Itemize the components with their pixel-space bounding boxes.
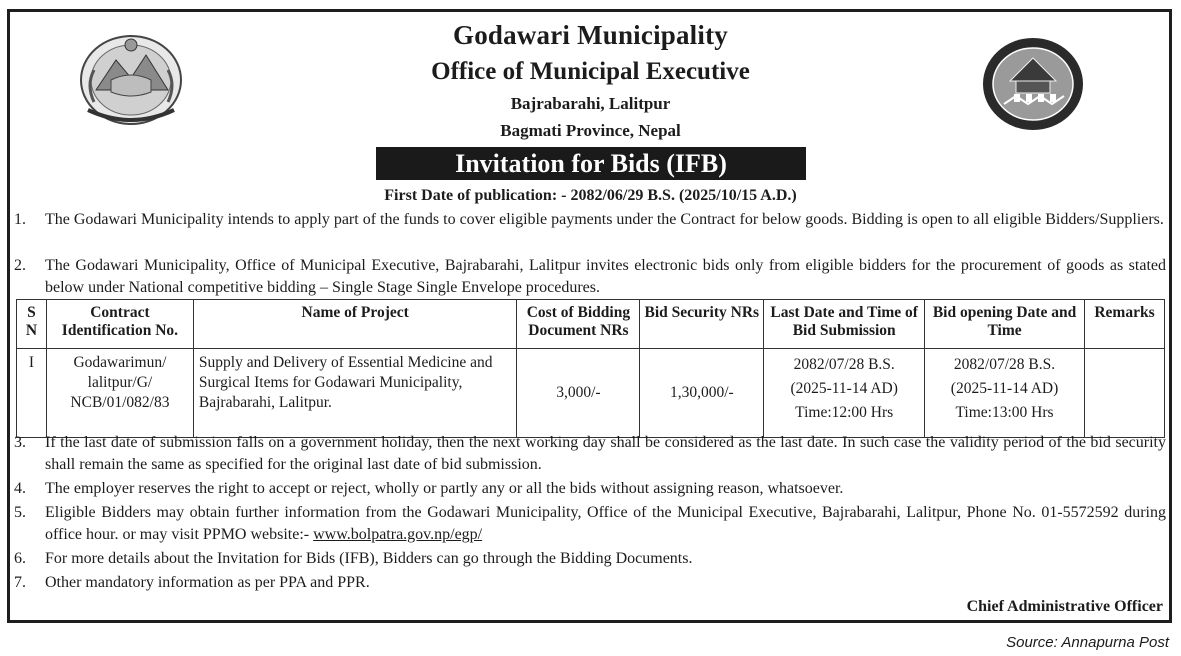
cell-doc-cost: 3,000/- bbox=[517, 349, 640, 438]
paragraph-number: 5. bbox=[14, 504, 26, 521]
col-last-date: Last Date and Time of Bid Submission bbox=[764, 300, 925, 349]
col-project: Name of Project bbox=[193, 300, 517, 349]
paragraph-1 bbox=[14, 209, 1166, 231]
paragraph-number: 1. bbox=[14, 211, 26, 228]
org-name: Godawari Municipality bbox=[453, 20, 728, 50]
address-line-2: Bagmati Province, Nepal bbox=[500, 121, 681, 140]
office-name: Office of Municipal Executive bbox=[431, 58, 750, 85]
last-date-ad: (2025-11-14 AD) bbox=[790, 380, 898, 397]
paragraph-number: 6. bbox=[14, 550, 26, 567]
cell-last-date bbox=[764, 349, 925, 438]
paragraph-text: Other mandatory information as per PPA and PPR. bbox=[45, 574, 370, 591]
ppmo-website-link[interactable]: www.bolpatra.gov.np/egp/ bbox=[313, 526, 483, 543]
source-credit: Source: Annapurna Post bbox=[1006, 634, 1169, 651]
paragraph-2 bbox=[14, 255, 1166, 299]
paragraph-text: Eligible Bidders may obtain further information from the Godawari Municipality, Office of the Municipal Executive, Bajrabarahi, Lalitpur, Phone No. 01-5572592 during office hour. or may visit PPMO website:- bbox=[45, 504, 1166, 543]
paragraph-text: If the last date of submission falls on a government holiday, then the next working day shall be considered as the last date. In such case the validity period of the bid security shall remain the same as specified for the original last date of bid submission. bbox=[45, 434, 1166, 473]
cell-bid-security: 1,30,000/- bbox=[640, 349, 764, 438]
paragraph-5 bbox=[14, 502, 1166, 546]
col-opening-date: Bid opening Date and Time bbox=[925, 300, 1085, 349]
table-header-row bbox=[17, 300, 1165, 349]
cell-contract-id: Godawarimun/ lalitpur/G/ NCB/01/082/83 bbox=[46, 349, 193, 438]
col-sn: S N bbox=[17, 300, 47, 349]
paragraph-text: The employer reserves the right to accept or reject, wholly or partly any or all the bids without assigning reason, whatsoever. bbox=[45, 480, 844, 497]
col-bid-security: Bid Security NRs bbox=[640, 300, 764, 349]
cell-remarks bbox=[1084, 349, 1164, 438]
col-remarks: Remarks bbox=[1084, 300, 1164, 349]
signatory-title: Chief Administrative Officer bbox=[966, 598, 1163, 615]
paragraph-text: For more details about the Invitation for Bids (IFB), Bidders can go through the Bidding Documents. bbox=[45, 550, 693, 567]
cell-opening-date bbox=[925, 349, 1085, 438]
paragraph-text: The Godawari Municipality intends to apply part of the funds to cover eligible payments under the Contract for below goods. Bidding is open to all eligible Bidders/Suppliers. bbox=[45, 211, 1164, 228]
paragraph-number: 7. bbox=[14, 574, 26, 591]
paragraph-number: 3. bbox=[14, 434, 26, 451]
cell-project: Supply and Delivery of Essential Medicine and Surgical Items for Godawari Municipality, Bajrabarahi, Lalitpur. bbox=[193, 349, 517, 438]
publication-date: First Date of publication: - 2082/06/29 B.S. (2025/10/15 A.D.) bbox=[384, 187, 797, 204]
paragraph-number: 2. bbox=[14, 257, 26, 274]
cell-sn: I bbox=[17, 349, 47, 438]
paragraph-4 bbox=[14, 478, 1166, 500]
col-contract-id: Contract Identification No. bbox=[46, 300, 193, 349]
paragraph-number: 4. bbox=[14, 480, 26, 497]
address-line-1: Bajrabarahi, Lalitpur bbox=[510, 94, 671, 113]
notice-title: Invitation for Bids (IFB) bbox=[376, 147, 806, 180]
last-date-bs: 2082/07/28 B.S. bbox=[793, 356, 895, 373]
col-doc-cost: Cost of Bidding Document NRs bbox=[517, 300, 640, 349]
bids-table bbox=[16, 299, 1165, 438]
open-date-bs: 2082/07/28 B.S. bbox=[953, 356, 1056, 373]
paragraph-3 bbox=[14, 432, 1166, 476]
table-row bbox=[17, 349, 1165, 438]
paragraph-text: The Godawari Municipality, Office of Municipal Executive, Bajrabarahi, Lalitpur invites electronic bids only from eligible bidders for the procurement of goods as stated below under National competitive bidding – Single Stage Single Envelope procedures. bbox=[45, 257, 1166, 296]
last-time: Time:12:00 Hrs bbox=[795, 404, 894, 421]
paragraph-7 bbox=[14, 572, 1166, 594]
open-date-ad: (2025-11-14 AD) bbox=[950, 380, 1059, 397]
open-time: Time:13:00 Hrs bbox=[955, 404, 1054, 421]
paragraph-6 bbox=[14, 548, 1166, 570]
